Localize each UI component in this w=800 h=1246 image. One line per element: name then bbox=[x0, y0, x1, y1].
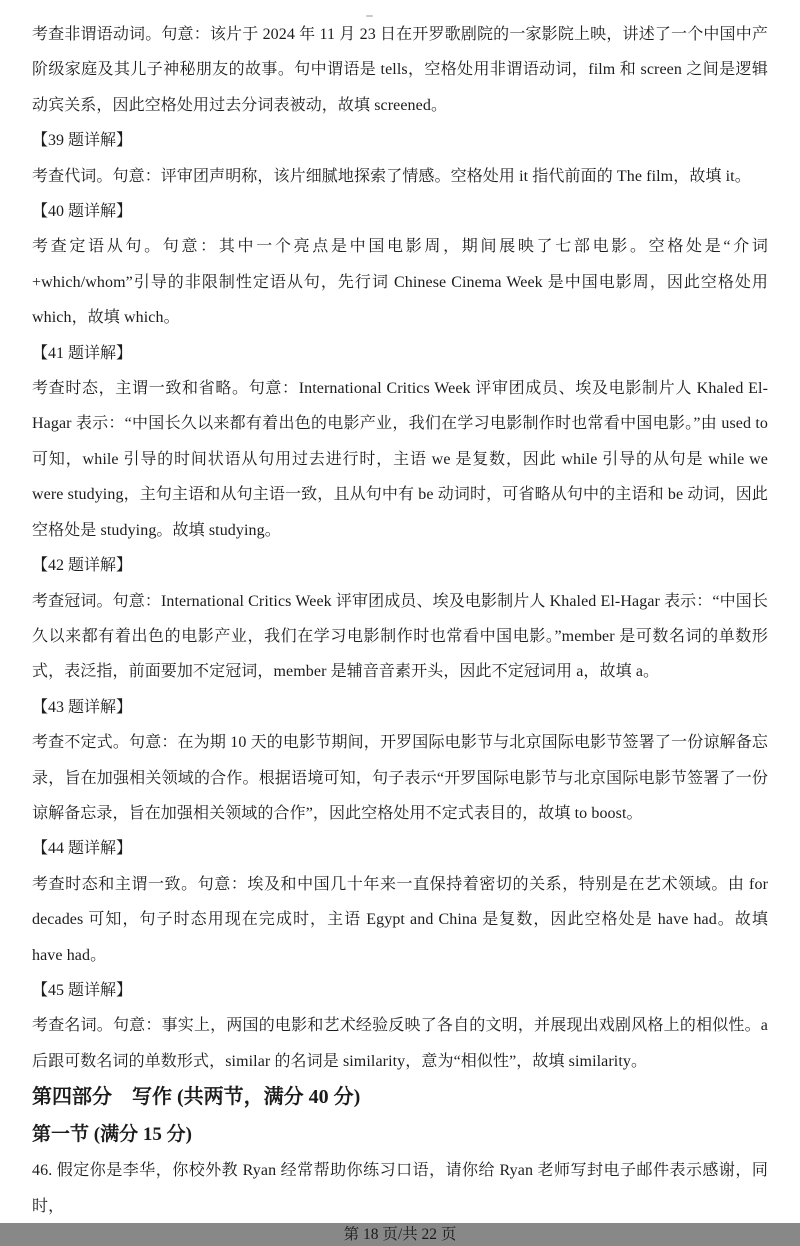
detail-header-44: 【44 题详解】 bbox=[32, 840, 133, 858]
explanation-paragraph-39: 考查代词。句意：评审团声明称，该片细腻地探索了情感。空格处用 it 指代前面的 The film，故填 it。 bbox=[32, 167, 751, 185]
question-46-intro: 46. 假定你是李华，你校外教 Ryan 经常帮助你练习口语，请你给 Ryan 老师写封电子邮件表示感谢，同时， bbox=[32, 1162, 768, 1215]
explanation-paragraph-43: 考查不定式。句意：在为期 10 天的电影节期间，开罗国际电影节与北京国际电影节签署了一份谅解备忘录，旨在加强相关领域的合作。根据语境可知，句子表示“开罗国际电影节与北京国际电影节签署了一份谅解备忘录，旨在加强相关领域的合作”，因此空格处用不定式表目的，故填 to boost。 bbox=[32, 734, 768, 822]
explanation-paragraph-45: 考查名词。句意：事实上，两国的电影和艺术经验反映了各自的文明，并展现出戏剧风格上的相似性。a 后跟可数名词的单数形式，similar 的名词是 similarity，意为“相似性”，故填 similarity。 bbox=[32, 1017, 768, 1070]
detail-header-43: 【43 题详解】 bbox=[32, 698, 133, 716]
section-heading-section1: 第一节 (满分 15 分) bbox=[32, 1124, 192, 1146]
page-footer: 第 18 页/共 22 页 bbox=[343, 1226, 457, 1243]
detail-header-45: 【45 题详解】 bbox=[32, 981, 133, 999]
explanation-paragraph-41: 考查时态，主谓一致和省略。句意：International Critics Week 评审团成员、埃及电影制片人 Khaled El-Hagar 表示：“中国长久以来都有着出色的电影产业，我们在学习电影制作时也常看中国电影。”由 used to 可知，while 引导的时间状语从句用过去进行时，主语 we 是复数，因此 while 引导的从句是 while we were studying，主句主语和从句主语一致，且从句中有 be 动词时，可省略从句中的主语和 be 动词，因此空格处是 studying。故填 studying。 bbox=[32, 380, 768, 539]
explanation-paragraph-42: 考查冠词。句意：International Critics Week 评审团成员、埃及电影制片人 Khaled El-Hagar 表示：“中国长久以来都有着出色的电影产业，我们在学习电影制作时也常看中国电影。”member 是可数名词的单数形式，表泛指，前面要加不定冠词，member 是辅音音素开头，因此不定冠词用 a，故填 a。 bbox=[32, 592, 768, 681]
detail-header-40: 【40 题详解】 bbox=[32, 203, 133, 221]
section-heading-part4: 第四部分 写作 (共两节，满分 40 分) bbox=[32, 1086, 361, 1109]
scan-artifact bbox=[366, 15, 373, 17]
explanation-paragraph-40: 考查定语从句。句意：其中一个亮点是中国电影周，期间展映了七部电影。空格处是“介词+which/whom”引导的非限制性定语从句，先行词 Chinese Cinema Week 是中国电影周，因此空格处用 which，故填 which。 bbox=[32, 238, 768, 327]
explanation-paragraph-44: 考查时态和主谓一致。句意：埃及和中国几十年来一直保持着密切的关系，特别是在艺术领域。由 for decades 可知，句子时态用现在完成时，主语 Egypt and China 是复数，因此空格处是 have had。故填 have had。 bbox=[32, 875, 768, 964]
explanation-paragraph-38: 考查非谓语动词。句意：该片于 2024 年 11 月 23 日在开罗歌剧院的一家影院上映，讲述了一个中国中产阶级家庭及其儿子神秘朋友的故事。句中谓语是 tells，空格处用非谓语动词，film 和 screen 之间是逻辑动宾关系，因此空格处用过去分词表被动，故填 screened。 bbox=[32, 26, 768, 114]
detail-header-42: 【42 题详解】 bbox=[32, 557, 133, 575]
detail-header-39: 【39 题详解】 bbox=[32, 132, 133, 150]
detail-header-41: 【41 题详解】 bbox=[32, 344, 133, 362]
